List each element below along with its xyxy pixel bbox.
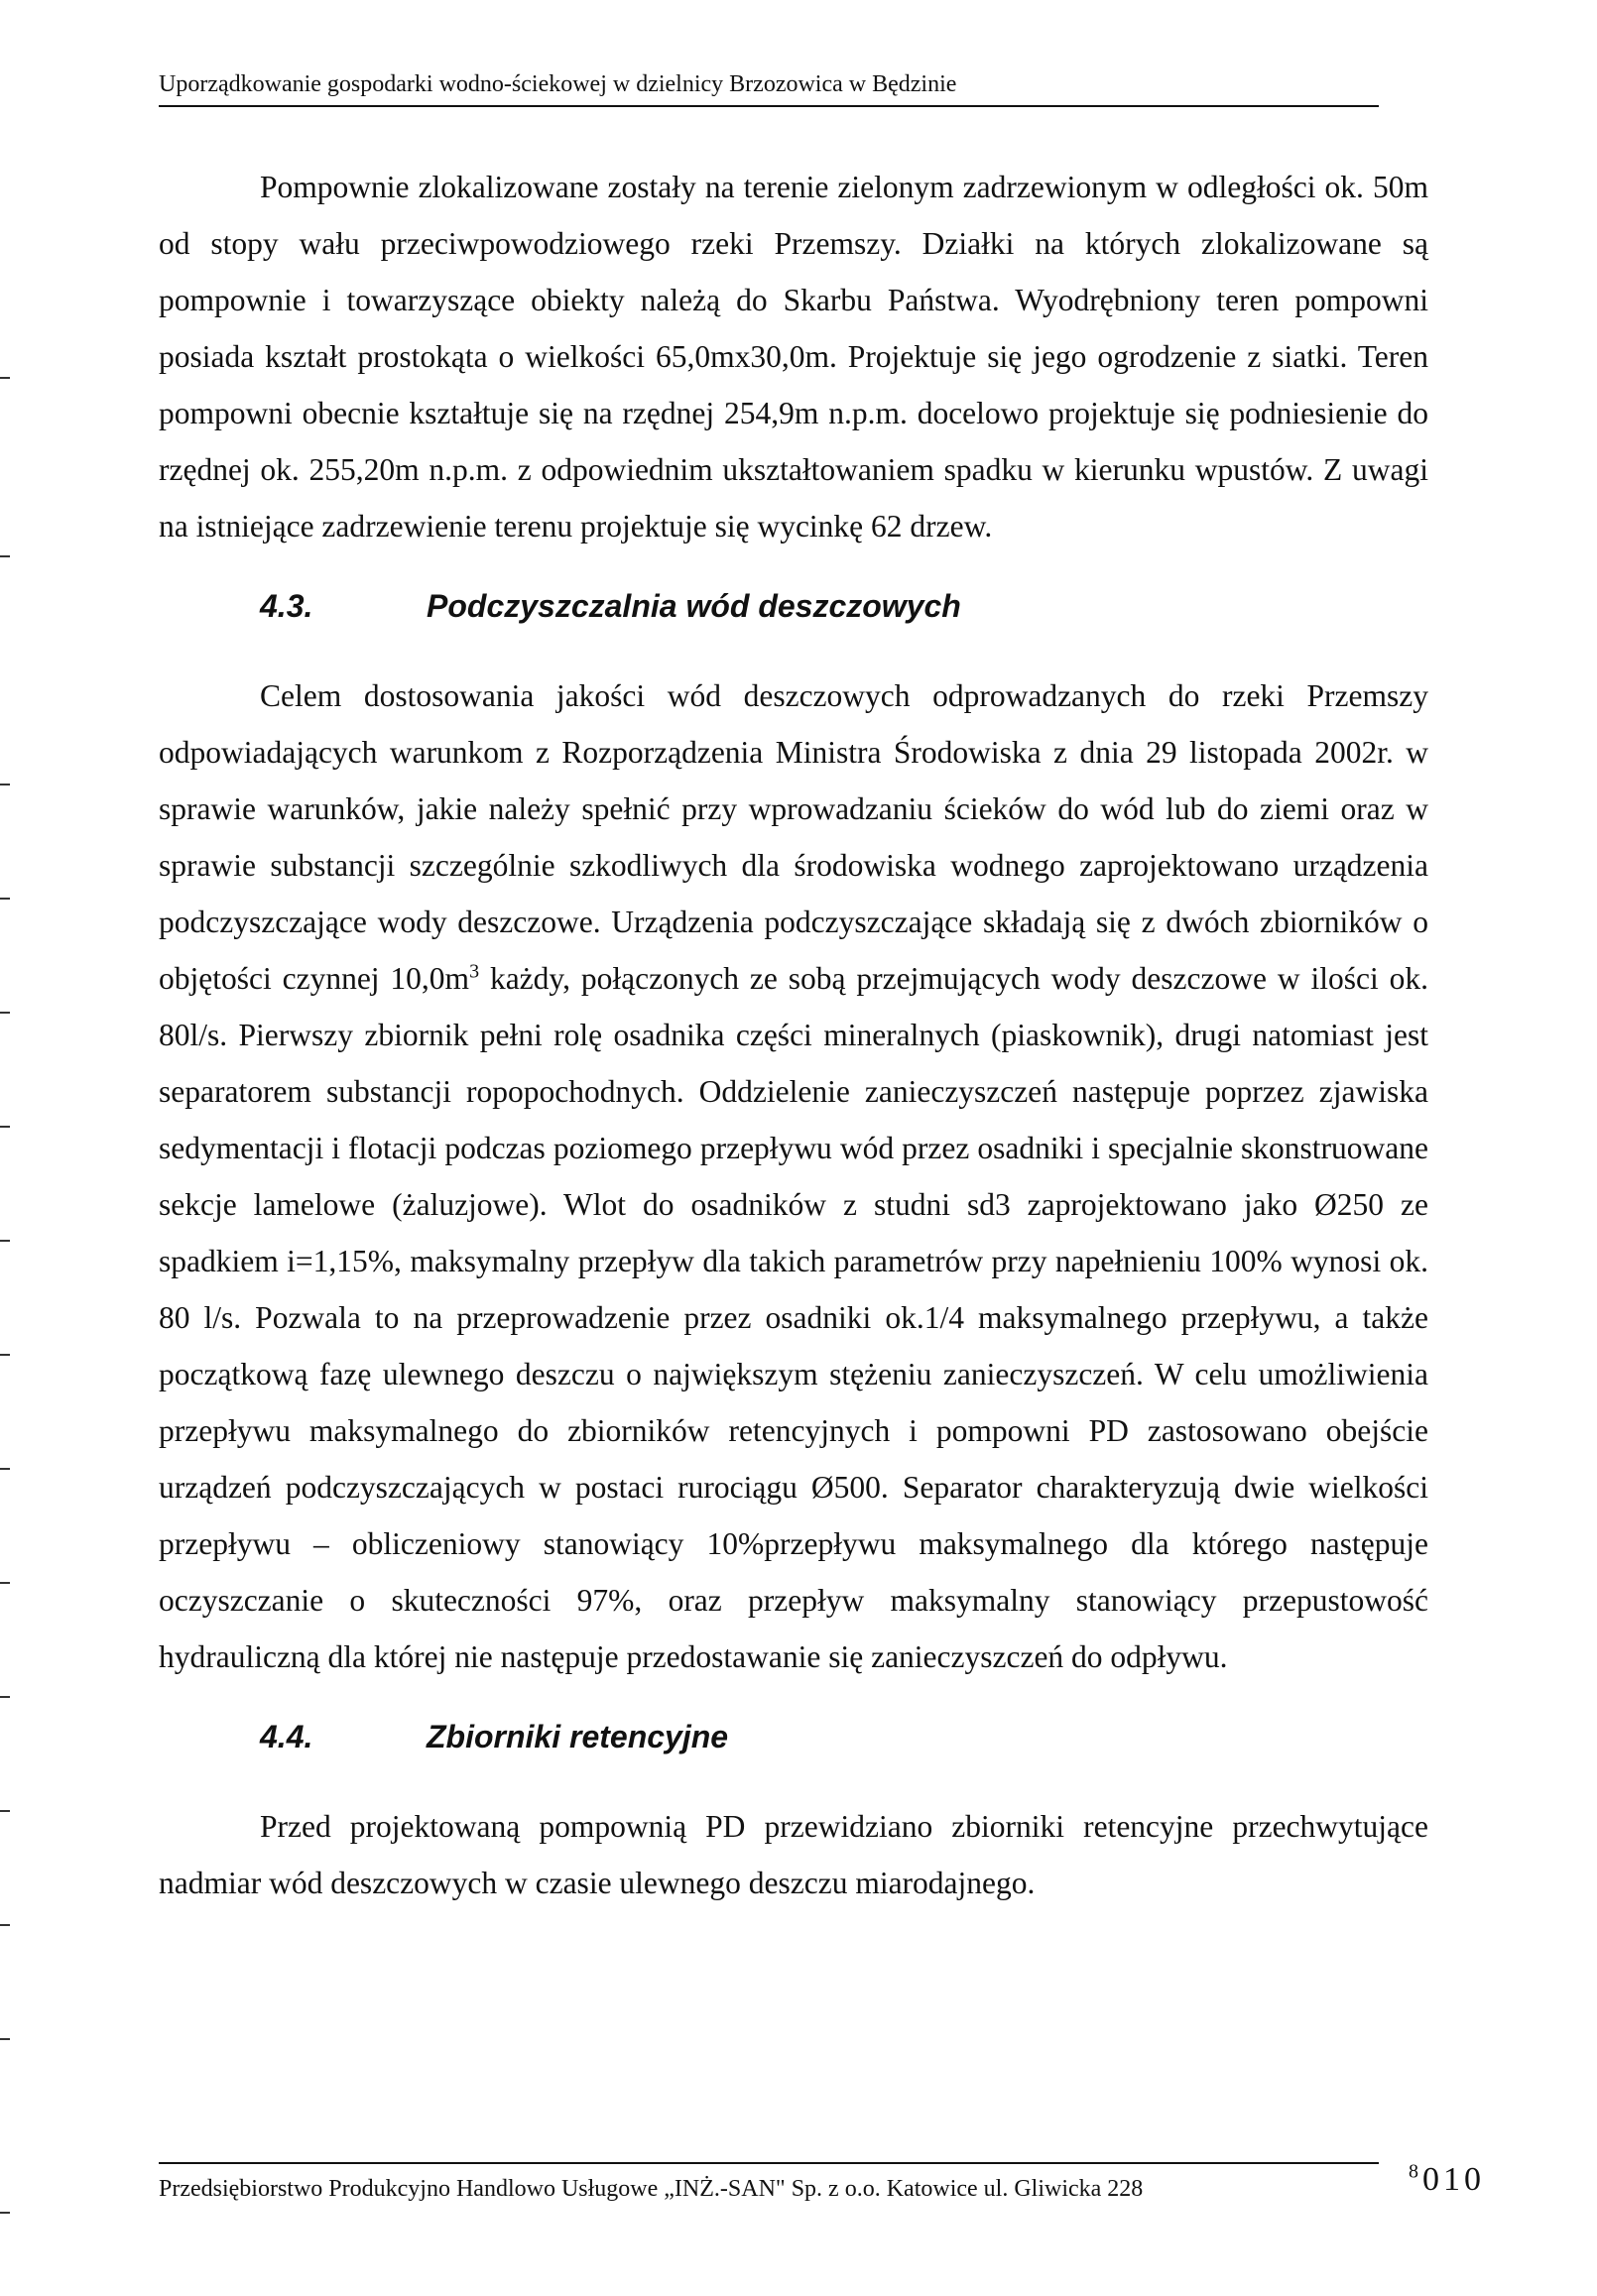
section-heading-4-3: 4.3. Podczyszczalnia wód deszczowych xyxy=(260,588,961,624)
scan-margin-mark xyxy=(0,2038,10,2040)
running-footer: Przedsiębiorstwo Produkcyjno Handlowo Usługowe „INŻ.-SAN" Sp. z o.o. Katowice ul. Gliwicka 228 xyxy=(159,2176,1144,2202)
page-number-area xyxy=(1409,2160,1485,2200)
paragraph-podczyszczalnia xyxy=(159,667,1428,1685)
scan-margin-mark xyxy=(0,1354,10,1356)
scan-margin-mark xyxy=(0,1468,10,1470)
section-title: Zbiorniki retencyjne xyxy=(427,1719,729,1754)
scan-margin-mark xyxy=(0,2212,10,2214)
scan-margin-mark xyxy=(0,1126,10,1128)
page-content xyxy=(159,159,1428,1911)
paragraph-zbiorniki: Przed projektowaną pompownią PD przewidziano zbiorniki retencyjne przechwytujące nadmiar wód deszczowych w czasie ulewnego deszczu miarodajnego. xyxy=(159,1809,1428,1900)
paragraph-part: Celem dostosowania jakości wód deszczowych odprowadzanych do rzeki Przemszy odpowiadających warunkom z Rozporządzenia Ministra Środowiska z dnia 29 listopada 2002r. w sprawie warunków, jakie należy spełnić przy wprowadzaniu ścieków do wód lub do ziemi oraz w sprawie substancji szczególnie szkodliwych dla środowiska wodnego zaprojektowano urządzenia podczyszczające wody deszczowe. Urządzenia podczyszczające składają się z dwóch zbiorników o objętości czynnej 10,0m xyxy=(159,678,1428,996)
scan-margin-mark xyxy=(0,1924,10,1926)
section-heading-4-4: 4.4. Zbiorniki retencyjne xyxy=(260,1719,729,1754)
page-number: 8 xyxy=(1409,2160,1422,2183)
scan-margin-mark xyxy=(0,1012,10,1014)
superscript: 3 xyxy=(469,960,480,983)
scan-margin-mark xyxy=(0,784,10,785)
scan-margin-mark xyxy=(0,898,10,900)
section-title: Podczyszczalnia wód deszczowych xyxy=(427,588,961,624)
scan-margin-mark xyxy=(0,1810,10,1812)
paragraph-pompownie: Pompownie zlokalizowane zostały na terenie zielonym zadrzewionym w odległości ok. 50m od stopy wału przeciwpowodziowego rzeki Przemszy. Działki na których zlokalizowane są pompownie i towarzyszące obiekty należą do Skarbu Państwa. Wyodrębniony teren pompowni posiada kształt prostokąta o wielkości 65,0mx30,0m. Projektuje się jego ogrodzenie z siatki. Teren pompowni obecnie kształtuje się na rzędnej 254,9m n.p.m. docelowo projektuje się podniesienie do rzędnej ok. 255,20m n.p.m. z odpowiednim ukształtowaniem spadku w kierunku wpustów. Z uwagi na istniejące zadrzewienie terenu projektuje się wycinkę 62 drzew. xyxy=(159,170,1428,544)
page-stamp: 010 xyxy=(1422,2161,1485,2198)
scan-margin-mark xyxy=(0,1582,10,1584)
running-header: Uporządkowanie gospodarki wodno-ściekowej w dzielnicy Brzozowica w Będzinie xyxy=(159,71,957,97)
footer-rule xyxy=(159,2162,1379,2164)
scan-margin-mark xyxy=(0,1696,10,1698)
scan-margin-mark xyxy=(0,1240,10,1242)
scan-margin-mark xyxy=(0,377,10,379)
header-rule xyxy=(159,105,1379,107)
paragraph-part: każdy, połączonych ze sobą przejmujących wody deszczowe w ilości ok. 80l/s. Pierwszy zbiornik pełni rolę osadnika części mineralnych (piaskownik), drugi natomiast jest separatorem substancji ropopochodnych. Oddzielenie zanieczyszczeń następuje poprzez zjawiska sedymentacji i flotacji podczas poziomego przepływu wód przez osadniki i specjalnie skonstruowane sekcje lamelowe (żaluzjowe). Wlot do osadników z studni sd3 zaprojektowano jako Ø250 ze spadkiem i=1,15%, maksymalny przepływ dla takich parametrów przy napełnieniu 100% wynosi ok. 80 l/s. Pozwala to na przeprowadzenie przez osadniki ok.1/4 maksymalnego przepływu, a także początkową fazę ulewnego deszczu o największym stężeniu zanieczyszczeń. W celu umożliwienia przepływu maksymalnego do zbiorników retencyjnych i pompowni PD zastosowano obejście urządzeń podczyszczających w postaci rurociągu Ø500. Separator charakteryzują dwie wielkości przepływu – obliczeniowy stanowiący 10%przepływu maksymalnego dla którego następuje oczyszczanie o skuteczności 97%, oraz przepływ maksymalny stanowiący przepustowość hydrauliczną dla której nie następuje przedostawanie się zanieczyszczeń do odpływu. xyxy=(159,961,1428,1674)
scan-margin-mark xyxy=(0,555,10,557)
